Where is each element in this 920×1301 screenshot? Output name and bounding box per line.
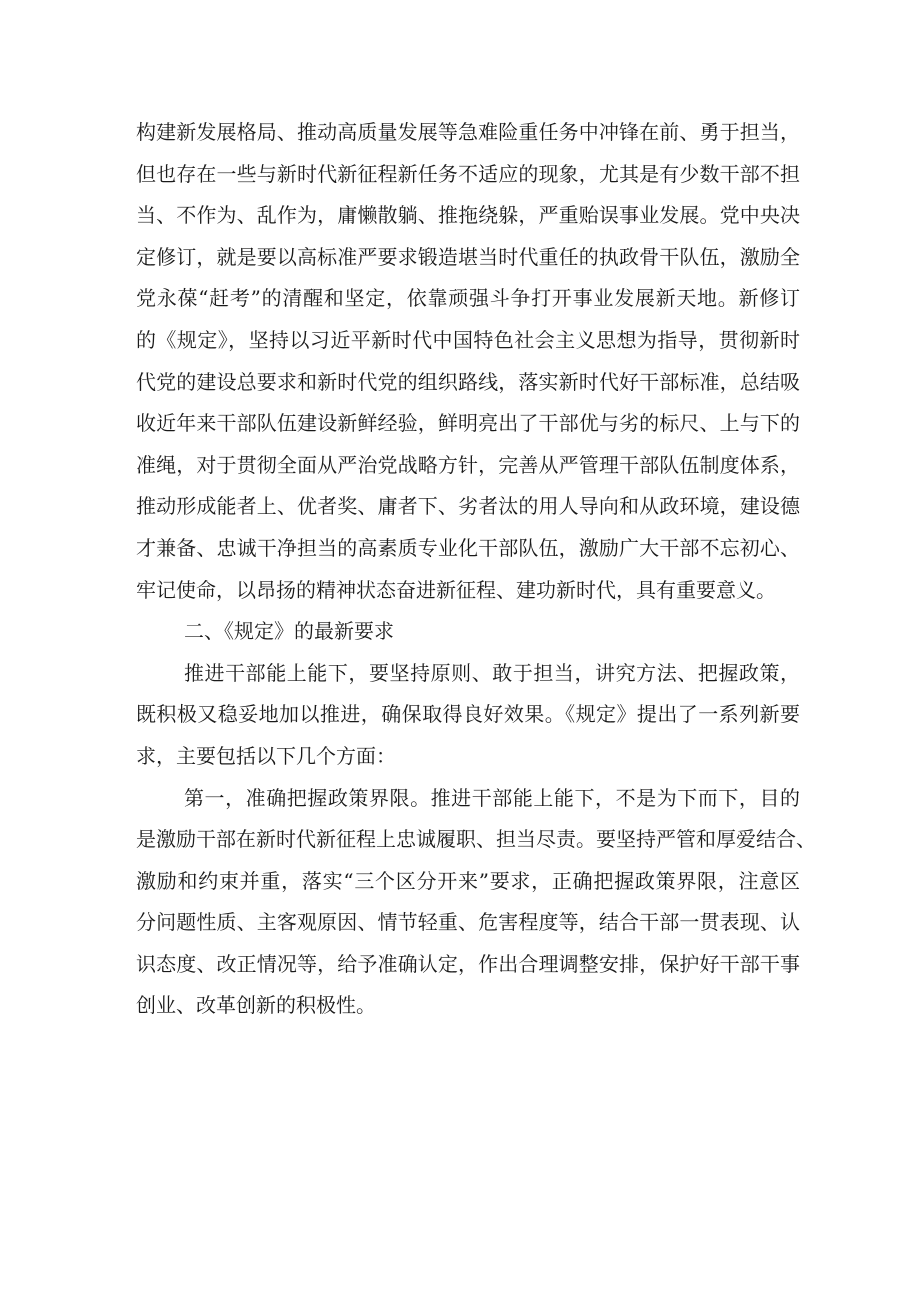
text-line: 推动形成能者上、优者奖、庸者下、劣者汰的用人导向和从政环境，建设德 [136, 494, 800, 519]
text-line: 的《规定》，坚持以习近平新时代中国特色社会主义思想为指导，贯彻新时 [136, 327, 800, 352]
paragraph-continuation [136, 112, 800, 611]
text-line: 当、不作为、乱作为，庸懒散躺、推拖绕躲，严重贻误事业发展。党中央决 [136, 203, 800, 228]
text-line: 但也存在一些与新时代新征程新任务不适应的现象，尤其是有少数干部不担 [136, 161, 800, 186]
text-line: 准绳，对于贯彻全面从严治党战略方针，完善从严管理干部队伍制度体系， [136, 452, 800, 477]
text-line: 是激励干部在新时代新征程上忠诚履职、担当尽责。要坚持严管和厚爱结合、 [136, 827, 816, 852]
text-line: 分问题性质、主客观原因、情节轻重、危害程度等，结合干部一贯表现、认 [136, 910, 800, 935]
text-line: 党永葆“赶考”的清醒和坚定，依靠顽强斗争打开事业发展新天地。新修订 [136, 286, 800, 311]
text-line: 构建新发展格局、推动高质量发展等急难险重任务中冲锋在前、勇于担当， [136, 120, 800, 144]
text-line: 创业、改革创新的积极性。 [136, 993, 376, 1018]
text-line: 牢记使命，以昂扬的精神状态奋进新征程、建功新时代，具有重要意义。 [136, 577, 776, 602]
text-line: 既积极又稳妥地加以推进，确保取得良好效果。《规定》提出了一系列新要 [136, 702, 800, 727]
text-line: 激励和约束并重，落实“三个区分开来”要求，正确把握政策界限，注意区 [136, 868, 800, 893]
text-line: 代党的建设总要求和新时代党的组织路线，落实新时代好干部标准，总结吸 [136, 369, 800, 394]
text-line: 推进干部能上能下，要坚持原则、敢于担当，讲究方法、把握政策， [184, 660, 800, 685]
text-line: 第一，准确把握政策界限。推进干部能上能下，不是为下而下，目的 [184, 785, 800, 810]
paragraph-first-point [136, 778, 816, 1028]
text-line: 识态度、改正情况等，给予准确认定，作出合理调整安排，保护好干部干事 [136, 951, 800, 976]
text-line: 收近年来干部队伍建设新鲜经验，鲜明亮出了干部优与劣的标尺、上与下的 [136, 411, 800, 436]
document-body [136, 112, 816, 1027]
section-heading [136, 611, 800, 653]
heading-text: 二、《规定》的最新要求 [184, 619, 394, 644]
text-line: 定修订，就是要以高标准严要求锻造堪当时代重任的执政骨干队伍，激励全 [136, 244, 800, 269]
paragraph-intro [136, 653, 800, 778]
text-line: 求，主要包括以下几个方面： [136, 743, 396, 768]
text-line: 才兼备、忠诚干净担当的高素质专业化干部队伍，激励广大干部不忘初心、 [136, 535, 800, 560]
